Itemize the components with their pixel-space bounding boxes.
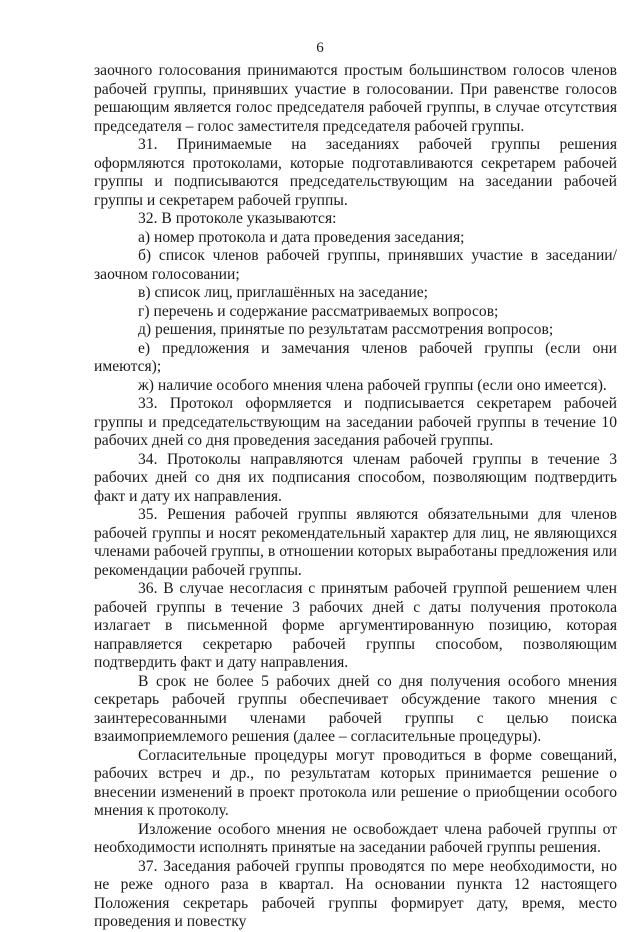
document-body: [94, 62, 617, 932]
list-item-zh: ж) наличие особого мнения члена рабочей группы (если оно имеется).: [138, 376, 607, 394]
paragraph-31: 31. Принимаемые на заседаниях рабочей группы решения оформляются протоколами, которые подготавливаются секретарем рабочей группы и подписываются председательствующим на заседании рабочей группы и секретарем рабочей группы.: [94, 136, 617, 209]
paragraph-36-procedures: Согласительные процедуры могут проводиться в форме совещаний, рабочих встреч и др., по результатам которых принимается решение о внесении изменений в проект протокола или решение о приобщении особого мнения к протоколу.: [94, 746, 617, 819]
paragraph-36-obligation: Изложение особого мнения не освобождает члена рабочей группы от необходимости исполнять принятые на заседании рабочей группы решения.: [94, 820, 617, 856]
paragraph-35: 35. Решения рабочей группы являются обязательными для членов рабочей группы и носят рекомендательный характер для лиц, не являющихся членами рабочей группы, в отношении которых выработаны предложения или рекомендации рабочей группы.: [94, 506, 617, 579]
paragraph-33: 33. Протокол оформляется и подписывается секретарем рабочей группы и председательствующим на заседании рабочей группы в течение 10 рабочих дней со дня проведения заседания рабочей группы.: [94, 395, 617, 449]
list-item-a: а) номер протокола и дата проведения заседания;: [138, 228, 465, 246]
paragraph-36-deadline: В срок не более 5 рабочих дней со дня получения особого мнения секретарь рабочей группы обеспечивает обсуждение такого мнения с заинтересованными членами рабочей группы с целью поиска взаимоприемлемого решения (далее – согласительные процедуры).: [94, 672, 617, 745]
paragraph-36: 36. В случае несогласия с принятым рабочей группой решением член рабочей группы в течение 3 рабочих дней с даты получения протокола излагает в письменной форме аргументированную позицию, которая направляется секретарю рабочей группы способом, позволяющим подтвердить факт и дату направления.: [94, 580, 617, 671]
paragraph-32: 32. В протоколе указываются:: [138, 210, 337, 227]
page-number: 6: [316, 40, 324, 56]
list-item-d: д) решения, принятые по результатам рассмотрения вопросов;: [138, 321, 554, 338]
paragraph-37: 37. Заседания рабочей группы проводятся по мере необходимости, но не реже одного раза в квартал. На основании пункта 12 настоящего Положения секретарь рабочей группы формирует дату, время, место проведения и повестку: [94, 857, 617, 930]
list-item-v: в) список лиц, приглашённых на заседание;: [138, 284, 428, 301]
list-item-e: е) предложения и замечания членов рабочей группы (если они имеются);: [94, 339, 617, 375]
paragraph-continuation: заочного голосования принимаются простым большинством голосов членов рабочей группы, принявших участие в голосовании. При равенстве голосов решающим является голос председателя рабочей группы, в случае отсутствия председателя – голос заместителя председателя рабочей группы.: [94, 62, 617, 135]
list-item-b: б) список членов рабочей группы, принявших участие в заседании/заочном голосовании;: [94, 247, 617, 283]
paragraph-34: 34. Протоколы направляются членам рабочей группы в течение 3 рабочих дней со дня их подписания способом, позволяющим подтвердить факт и дату их направления.: [94, 450, 617, 505]
list-item-g: г) перечень и содержание рассматриваемых вопросов;: [138, 302, 499, 320]
